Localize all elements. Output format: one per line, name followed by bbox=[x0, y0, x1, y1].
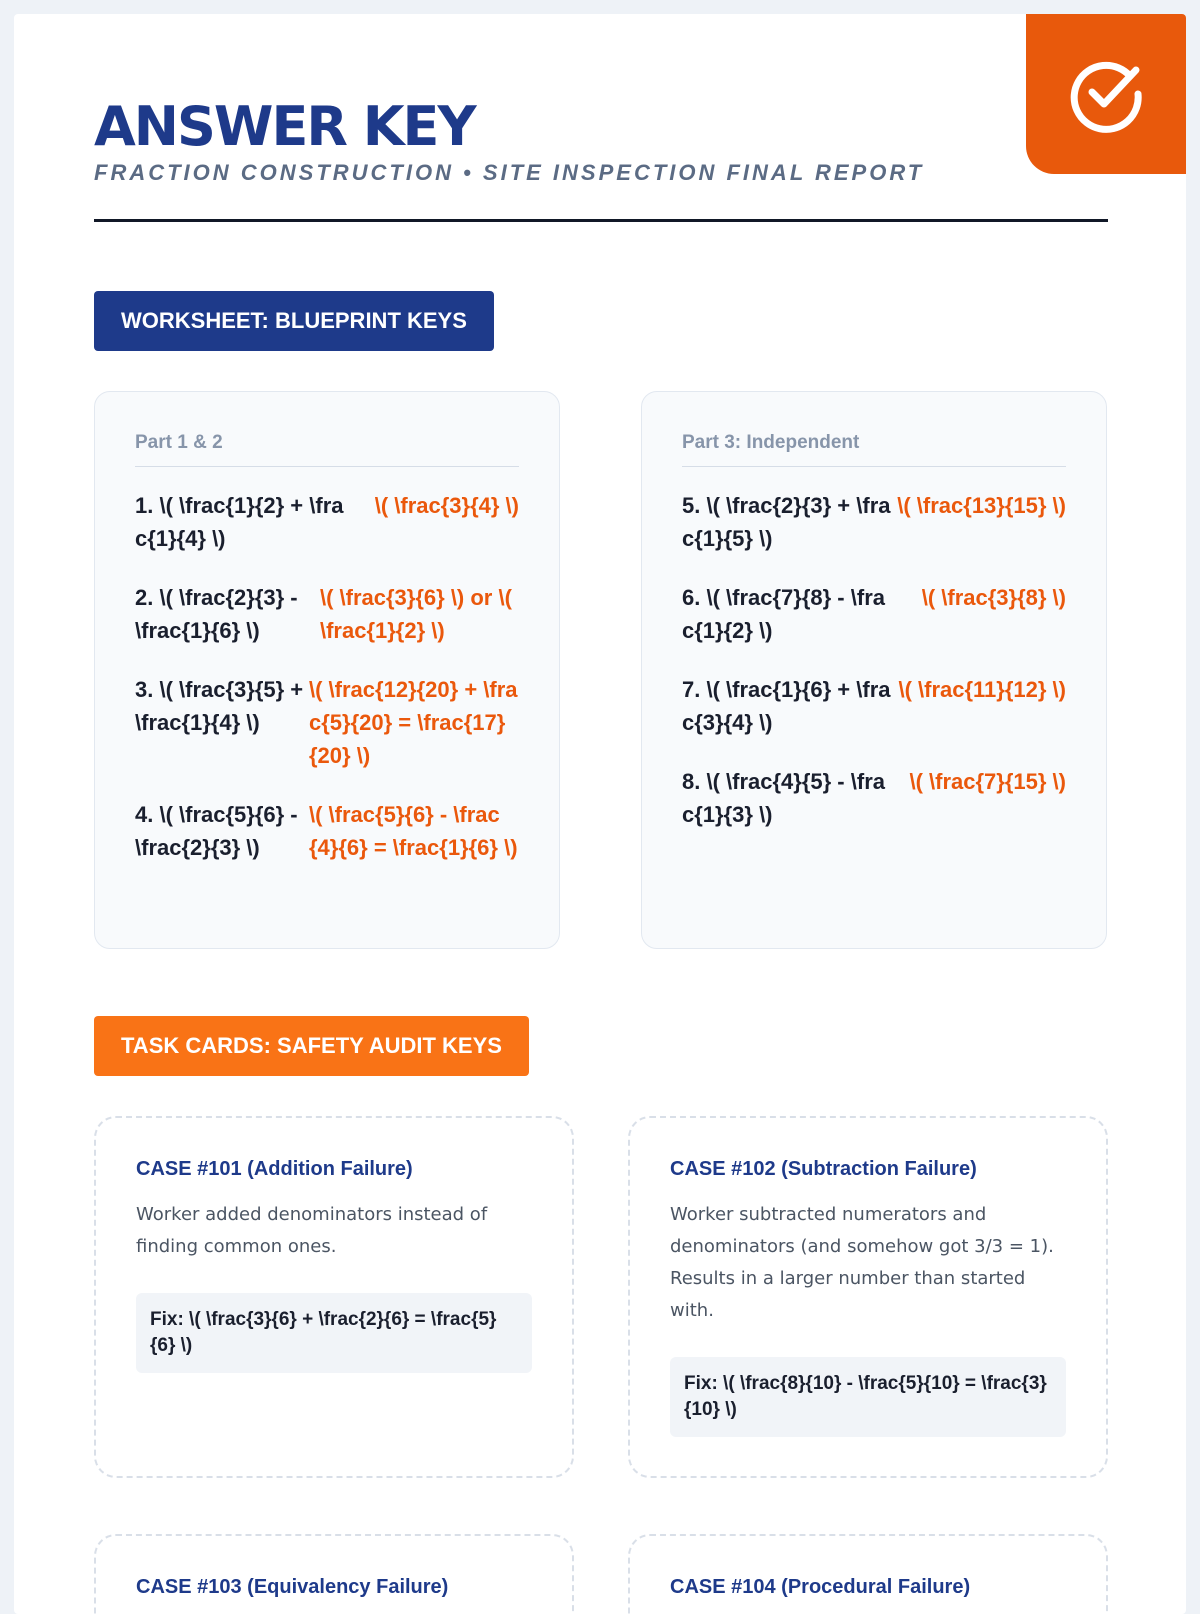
worksheet-answer: \( \frac{3}{8} \) bbox=[921, 585, 1066, 610]
page-title: ANSWER KEY bbox=[94, 95, 475, 158]
worksheet-list bbox=[682, 489, 1066, 831]
worksheet-card-heading: Part 1 & 2 bbox=[135, 432, 519, 467]
header-divider bbox=[94, 219, 1108, 222]
worksheet-question: 5. \( \frac{2}{3} + \frac{1}{5} \) bbox=[682, 493, 891, 551]
worksheet-row bbox=[682, 581, 1066, 647]
case-description: Worker subtracted numerators and denominators (and somehow got 3/3 = 1). Results in a larger number than started with. bbox=[670, 1204, 1054, 1321]
worksheet-question: 3. \( \frac{3}{5} + \frac{1}{4} \) bbox=[135, 677, 304, 735]
worksheet-row bbox=[135, 673, 519, 772]
worksheet-question: 6. \( \frac{7}{8} - \frac{1}{2} \) bbox=[682, 585, 885, 643]
worksheet-row bbox=[682, 673, 1066, 739]
worksheet-answer: \( \frac{13}{15} \) bbox=[897, 493, 1066, 518]
answer-key-page bbox=[14, 14, 1186, 1614]
worksheet-list bbox=[135, 489, 519, 864]
worksheet-card-part-1-2 bbox=[94, 391, 560, 949]
worksheet-row bbox=[135, 489, 519, 555]
page-subtitle: FRACTION CONSTRUCTION • SITE INSPECTION FINAL REPORT bbox=[94, 160, 925, 185]
case-card-102 bbox=[628, 1116, 1108, 1478]
worksheet-answer: \( \frac{11}{12} \) bbox=[898, 677, 1066, 702]
worksheet-answer: \( \frac{3}{6} \) or \( \frac{1}{2} \) bbox=[319, 585, 512, 643]
case-title: CASE #101 (Addition Failure) bbox=[136, 1158, 413, 1180]
worksheet-row bbox=[135, 798, 519, 864]
worksheet-answer: \( \frac{12}{20} + \frac{5}{20} = \frac{17}{20} \) bbox=[309, 677, 518, 768]
worksheet-answer: \( \frac{3}{4} \) bbox=[374, 493, 519, 518]
case-title: CASE #104 (Procedural Failure) bbox=[670, 1576, 971, 1598]
worksheet-banner: WORKSHEET: BLUEPRINT KEYS bbox=[94, 291, 494, 351]
worksheet-question: 4. \( \frac{5}{6} - \frac{2}{3} \) bbox=[135, 802, 298, 860]
worksheet-row bbox=[682, 765, 1066, 831]
worksheet-card-part-3 bbox=[641, 391, 1107, 949]
worksheet-question: 2. \( \frac{2}{3} - \frac{1}{6} \) bbox=[135, 585, 298, 643]
case-card-101 bbox=[94, 1116, 574, 1478]
worksheet-question: 7. \( \frac{1}{6} + \frac{3}{4} \) bbox=[682, 677, 891, 735]
page-header bbox=[94, 96, 1108, 186]
worksheet-question: 1. \( \frac{1}{2} + \frac{1}{4} \) bbox=[135, 493, 344, 551]
worksheet-answer: \( \frac{7}{15} \) bbox=[909, 769, 1066, 794]
worksheet-row bbox=[682, 489, 1066, 555]
case-card-104 bbox=[628, 1534, 1108, 1614]
case-title: CASE #103 (Equivalency Failure) bbox=[136, 1576, 449, 1598]
task-cards-banner: TASK CARDS: SAFETY AUDIT KEYS bbox=[94, 1016, 529, 1076]
worksheet-row bbox=[135, 581, 519, 647]
case-title: CASE #102 (Subtraction Failure) bbox=[670, 1158, 977, 1180]
worksheet-question: 8. \( \frac{4}{5} - \frac{1}{3} \) bbox=[682, 769, 885, 827]
case-description: Worker added denominators instead of finding common ones. bbox=[136, 1204, 488, 1257]
worksheet-card-heading: Part 3: Independent bbox=[682, 432, 1066, 467]
case-card-103 bbox=[94, 1534, 574, 1614]
case-fix: Fix: \( \frac{8}{10} - \frac{5}{10} = \frac{3}{10} \) bbox=[670, 1357, 1066, 1437]
worksheet-answer: \( \frac{5}{6} - \frac{4}{6} = \frac{1}{6} \) bbox=[309, 802, 518, 860]
case-fix: Fix: \( \frac{3}{6} + \frac{2}{6} = \frac{5}{6} \) bbox=[136, 1293, 532, 1373]
